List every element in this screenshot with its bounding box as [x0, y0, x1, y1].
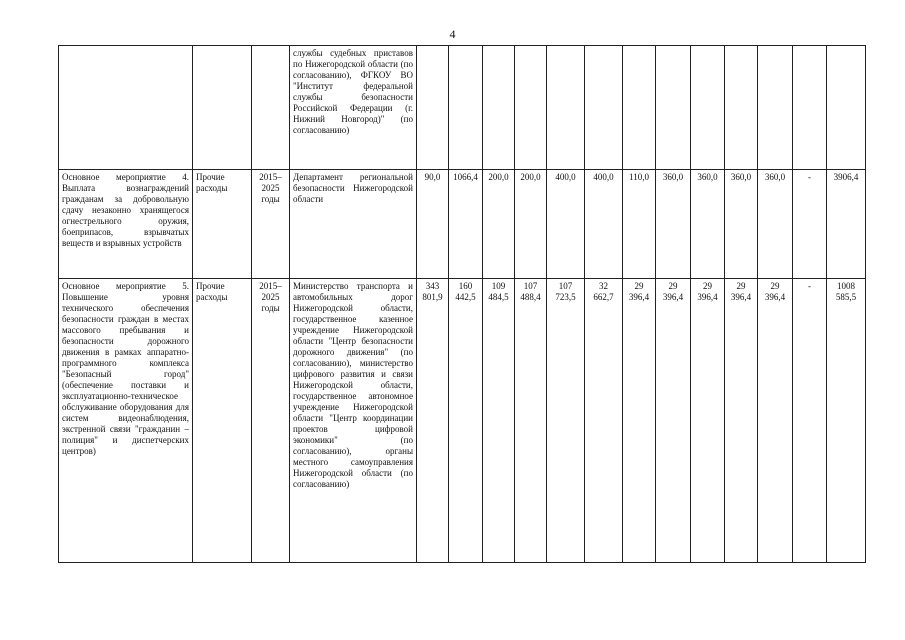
period-cell: [252, 46, 290, 170]
value-cell: [417, 46, 449, 170]
executor-cell: службы судебных приставов по Нижегородской области (по согласованию), ФГКОУ ВО "Институт федеральной службы безопасности Российской Федерации (г. Нижний Новгород)" (по согласованию): [290, 46, 417, 170]
activity-cell: Основное мероприятие 4. Выплата вознаграждений гражданам за добровольную сдачу незаконно хранящегося огнестрельного оружия, боеприпасов, взрывчатых веществ и взрывных устройств: [59, 170, 193, 279]
value-cell: 107 488,4: [515, 279, 547, 563]
page-number: 4: [449, 27, 456, 41]
value-cell: 32 662,7: [585, 279, 623, 563]
source-cell: [193, 46, 252, 170]
value-cell: -: [793, 279, 827, 563]
value-cell: -: [793, 170, 827, 279]
value-cell: 360,0: [656, 170, 691, 279]
table-row: [59, 170, 866, 279]
value-cell: 1066,4: [449, 170, 483, 279]
period-cell: 2015–2025 годы: [252, 279, 290, 563]
value-cell: 200,0: [483, 170, 515, 279]
value-cell: [725, 46, 758, 170]
total-cell: 1008 585,5: [827, 279, 866, 563]
value-cell: 29 396,4: [623, 279, 656, 563]
value-cell: 29 396,4: [758, 279, 793, 563]
value-cell: 29 396,4: [725, 279, 758, 563]
value-cell: 90,0: [417, 170, 449, 279]
executor-cell: Департамент региональной безопасности Нижегородской области: [290, 170, 417, 279]
period-cell: 2015–2025 годы: [252, 170, 290, 279]
total-cell: 3906,4: [827, 170, 866, 279]
value-cell: 360,0: [725, 170, 758, 279]
source-cell: Прочие расходы: [193, 279, 252, 563]
value-cell: [656, 46, 691, 170]
total-cell: [827, 46, 866, 170]
value-cell: [758, 46, 793, 170]
value-cell: 200,0: [515, 170, 547, 279]
value-cell: 400,0: [547, 170, 585, 279]
value-cell: 29 396,4: [656, 279, 691, 563]
executor-cell: Министерство транспорта и автомобильных дорог Нижегородской области, государственное казенное учреждение Нижегородской области "Центр безопасности дорожного движения" (по согласованию), министерство цифрового развития и связи Нижегородской области, государственное автономное учреждение Нижегородской области "Центр координации проектов цифровой экономики" (по согласованию), органы местного самоуправления Нижегородской области (по согласованию): [290, 279, 417, 563]
table-row: [59, 46, 866, 170]
value-cell: 160 442,5: [449, 279, 483, 563]
value-cell: [585, 46, 623, 170]
value-cell: 29 396,4: [691, 279, 725, 563]
value-cell: [547, 46, 585, 170]
activity-cell: [59, 46, 193, 170]
value-cell: [793, 46, 827, 170]
source-cell: Прочие расходы: [193, 170, 252, 279]
value-cell: 360,0: [691, 170, 725, 279]
value-cell: 400,0: [585, 170, 623, 279]
value-cell: 343 801,9: [417, 279, 449, 563]
value-cell: [449, 46, 483, 170]
value-cell: [515, 46, 547, 170]
value-cell: 110,0: [623, 170, 656, 279]
value-cell: 109 484,5: [483, 279, 515, 563]
value-cell: [691, 46, 725, 170]
program-activities-table: [58, 45, 866, 563]
activity-cell: Основное мероприятие 5. Повышение уровня технического обеспечения безопасности граждан в местах массового пребывания и безопасности дорожного движения в рамках аппаратно-программного комплекса "Безопасный город" (обеспечение поставки и эксплуатационно-техническое обслуживание оборудования для систем видеонаблюдения, экстренной связи "гражданин – полиция" и диспетчерских центров): [59, 279, 193, 563]
value-cell: 107 723,5: [547, 279, 585, 563]
table-row: [59, 279, 866, 563]
value-cell: 360,0: [758, 170, 793, 279]
value-cell: [483, 46, 515, 170]
value-cell: [623, 46, 656, 170]
